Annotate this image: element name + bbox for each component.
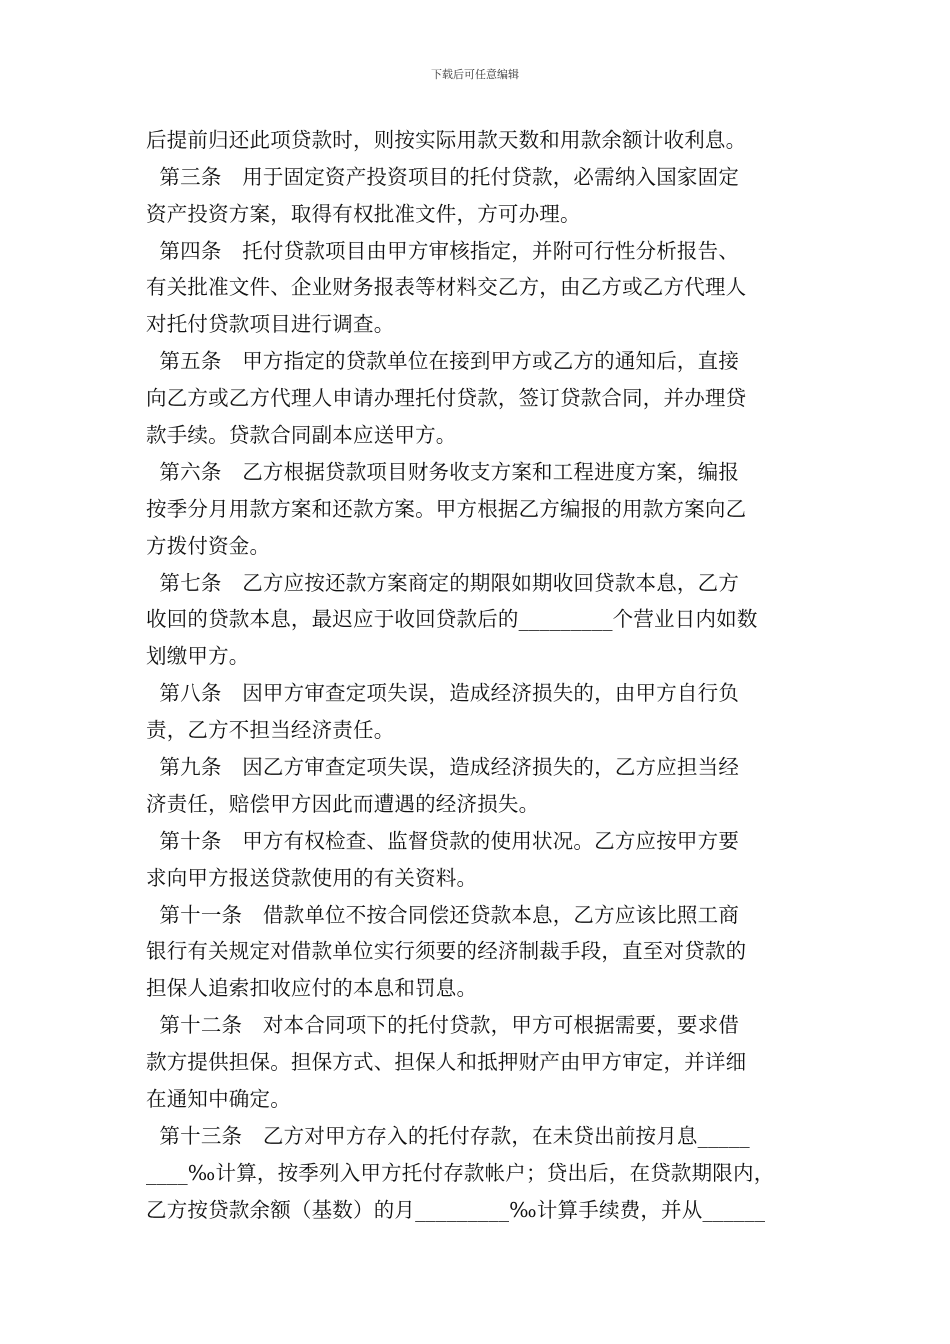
text-line: 按季分月用款方案和还款方案。甲方根据乙方编报的用款方案向乙 xyxy=(146,497,747,521)
text-line: 方拨付资金。 xyxy=(146,534,271,558)
text-line: 后提前归还此项贷款时，则按实际用款天数和用款余额计收利息。 xyxy=(146,128,747,152)
text-line: 在通知中确定。 xyxy=(146,1087,291,1111)
text-line: 第五条 甲方指定的贷款单位在接到甲方或乙方的通知后，直接 xyxy=(146,349,740,373)
text-line: 乙方按贷款余额（基数）的月_________‰计算手续费，并从______ xyxy=(146,1198,766,1222)
text-line: 担保人追索扣收应付的本息和罚息。 xyxy=(146,976,478,1000)
text-line: 对托付贷款项目进行调查。 xyxy=(146,312,395,336)
text-line: 第九条 因乙方审查定项失误，造成经济损失的，乙方应担当经 xyxy=(146,755,740,779)
text-line: 第十三条 乙方对甲方存入的托付存款，在未贷出前按月息_____ xyxy=(146,1124,750,1148)
text-line: 第十条 甲方有权检查、监督贷款的使用状况。乙方应按甲方要 xyxy=(146,829,740,853)
text-line: 向乙方或乙方代理人申请办理托付贷款，签订贷款合同，并办理贷 xyxy=(146,386,747,410)
text-line: 第十二条 对本合同项下的托付贷款，甲方可根据需要，要求借 xyxy=(146,1013,740,1037)
text-line: 款手续。贷款合同副本应送甲方。 xyxy=(146,423,457,447)
text-line: 第八条 因甲方审查定项失误，造成经济损失的，由甲方自行负 xyxy=(146,681,740,705)
text-line: 济责任，赔偿甲方因此而遭遇的经济损失。 xyxy=(146,792,540,816)
text-line: 第七条 乙方应按还款方案商定的期限如期收回贷款本息，乙方 xyxy=(146,571,740,595)
text-line: 划缴甲方。 xyxy=(146,644,250,668)
text-line: 求向甲方报送贷款使用的有关资料。 xyxy=(146,866,478,890)
text-line: 责，乙方不担当经济责任。 xyxy=(146,718,395,742)
text-line: 收回的贷款本息，最迟应于收回贷款后的_________个营业日内如数 xyxy=(146,607,758,631)
text-line: 银行有关规定对借款单位实行须要的经济制裁手段，直至对贷款的 xyxy=(146,939,747,963)
text-line: 第三条 用于固定资产投资项目的托付贷款，必需纳入国家固定 xyxy=(146,165,740,189)
text-line: 有关批准文件、企业财务报表等材料交乙方，由乙方或乙方代理人 xyxy=(146,275,747,299)
text-line: 款方提供担保。担保方式、担保人和抵押财产由甲方审定，并详细 xyxy=(146,1050,747,1074)
text-line: 第六条 乙方根据贷款项目财务收支方案和工程进度方案，编报 xyxy=(146,460,740,484)
page-header: 下载后可任意编辑 xyxy=(431,68,519,81)
text-line: 第四条 托付贷款项目由甲方审核指定，并附可行性分析报告、 xyxy=(146,239,740,263)
text-line: ____‰计算，按季列入甲方托付存款帐户；贷出后，在贷款期限内， xyxy=(146,1161,775,1185)
text-line: 第十一条 借款单位不按合同偿还贷款本息，乙方应该比照工商 xyxy=(146,903,740,927)
text-line: 资产投资方案，取得有权批准文件，方可办理。 xyxy=(146,202,581,226)
